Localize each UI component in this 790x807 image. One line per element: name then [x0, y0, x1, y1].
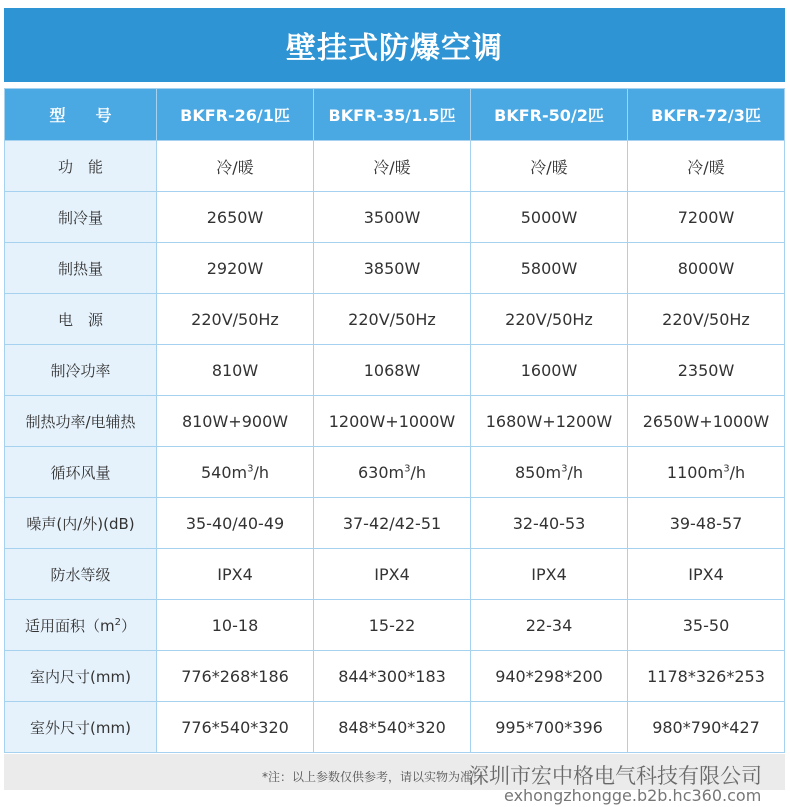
unit: /h [567, 462, 584, 482]
row-label: 室外尺寸(mm) [5, 702, 157, 753]
cell-value: 630 [357, 462, 389, 482]
label-text: ） [120, 616, 136, 635]
unit-exponent: 3 [561, 463, 568, 475]
table-row [5, 702, 785, 753]
watermark-site: exhongzhongge.b2b.hc360.com [504, 786, 762, 805]
table-cell: 35-40/40-49 [157, 498, 314, 549]
unit-exponent: 3 [723, 463, 730, 475]
row-label: 功 能 [5, 141, 157, 192]
table-cell [314, 447, 471, 498]
table-cell: 3500W [314, 192, 471, 243]
table-cell: 940*298*200 [471, 651, 628, 702]
table-cell [157, 447, 314, 498]
table-cell: 980*790*427 [628, 702, 785, 753]
table-cell: 844*300*183 [314, 651, 471, 702]
table-row [5, 447, 785, 498]
table-cell: 1068W [314, 345, 471, 396]
table-cell: 776*540*320 [157, 702, 314, 753]
table-cell: 冷/暖 [157, 141, 314, 192]
table-header-row [5, 89, 785, 141]
table-cell: 37-42/42-51 [314, 498, 471, 549]
unit: /h [729, 462, 746, 482]
table-cell: 1680W+1200W [471, 396, 628, 447]
disclaimer-note: *注：以上参数仅供参考，请以实物为准！ [262, 770, 485, 784]
table-cell [628, 447, 785, 498]
label-text: 适用面积（m [24, 616, 115, 635]
page-title: 壁挂式防爆空调 [4, 8, 785, 82]
unit: /h [410, 462, 427, 482]
table-cell: 2650W+1000W [628, 396, 785, 447]
table-row [5, 600, 785, 651]
table-cell: IPX4 [314, 549, 471, 600]
table-cell: 32-40-53 [471, 498, 628, 549]
table-cell: 39-48-57 [628, 498, 785, 549]
table-cell: 1178*326*253 [628, 651, 785, 702]
unit: m [707, 462, 724, 482]
table-cell: IPX4 [628, 549, 785, 600]
table-row [5, 243, 785, 294]
table-cell [471, 447, 628, 498]
table-cell: 220V/50Hz [157, 294, 314, 345]
spec-table [4, 88, 785, 753]
row-label: 制冷功率 [5, 345, 157, 396]
row-label: 噪声(内/外)(dB) [5, 498, 157, 549]
table-cell: 10-18 [157, 600, 314, 651]
table-cell: 冷/暖 [471, 141, 628, 192]
table-cell: 810W [157, 345, 314, 396]
cell-value: 850 [514, 462, 546, 482]
cell-value: 540 [200, 462, 232, 482]
table-cell: 7200W [628, 192, 785, 243]
model-header: BKFR-26/1匹 [157, 89, 314, 141]
unit: m [388, 462, 405, 482]
header-label: 型号 [5, 89, 157, 141]
table-cell: 15-22 [314, 600, 471, 651]
unit-exponent: 2 [114, 616, 121, 628]
table-cell: IPX4 [471, 549, 628, 600]
table-row [5, 345, 785, 396]
table-row [5, 396, 785, 447]
table-cell: 995*700*396 [471, 702, 628, 753]
table-cell: 5000W [471, 192, 628, 243]
table-cell: 810W+900W [157, 396, 314, 447]
table-row [5, 549, 785, 600]
table-cell: 1600W [471, 345, 628, 396]
model-header: BKFR-72/3匹 [628, 89, 785, 141]
table-row [5, 498, 785, 549]
model-header: BKFR-50/2匹 [471, 89, 628, 141]
table-cell: 冷/暖 [314, 141, 471, 192]
table-cell: IPX4 [157, 549, 314, 600]
table-cell: 3850W [314, 243, 471, 294]
table-cell: 2650W [157, 192, 314, 243]
unit: m [231, 462, 248, 482]
table-cell: 220V/50Hz [471, 294, 628, 345]
row-label: 制冷量 [5, 192, 157, 243]
table-cell: 8000W [628, 243, 785, 294]
row-label: 电 源 [5, 294, 157, 345]
unit-exponent: 3 [247, 463, 254, 475]
unit: /h [253, 462, 270, 482]
table-cell: 5800W [471, 243, 628, 294]
table-cell: 1200W+1000W [314, 396, 471, 447]
row-label: 防水等级 [5, 549, 157, 600]
unit-exponent: 3 [404, 463, 411, 475]
table-row [5, 141, 785, 192]
unit: m [545, 462, 562, 482]
table-cell: 2920W [157, 243, 314, 294]
watermark-company: 深圳市宏中格电气科技有限公司 [468, 764, 762, 788]
table-cell: 35-50 [628, 600, 785, 651]
row-label [5, 600, 157, 651]
table-row [5, 294, 785, 345]
cell-value: 1100 [666, 462, 708, 482]
table-cell: 220V/50Hz [628, 294, 785, 345]
table-cell: 冷/暖 [628, 141, 785, 192]
table-cell: 848*540*320 [314, 702, 471, 753]
table-cell: 220V/50Hz [314, 294, 471, 345]
row-label: 制热功率/电辅热 [5, 396, 157, 447]
table-cell: 2350W [628, 345, 785, 396]
row-label: 循环风量 [5, 447, 157, 498]
table-cell: 22-34 [471, 600, 628, 651]
table-cell: 776*268*186 [157, 651, 314, 702]
row-label: 室内尺寸(mm) [5, 651, 157, 702]
model-header: BKFR-35/1.5匹 [314, 89, 471, 141]
table-row [5, 192, 785, 243]
row-label: 制热量 [5, 243, 157, 294]
table-row [5, 651, 785, 702]
